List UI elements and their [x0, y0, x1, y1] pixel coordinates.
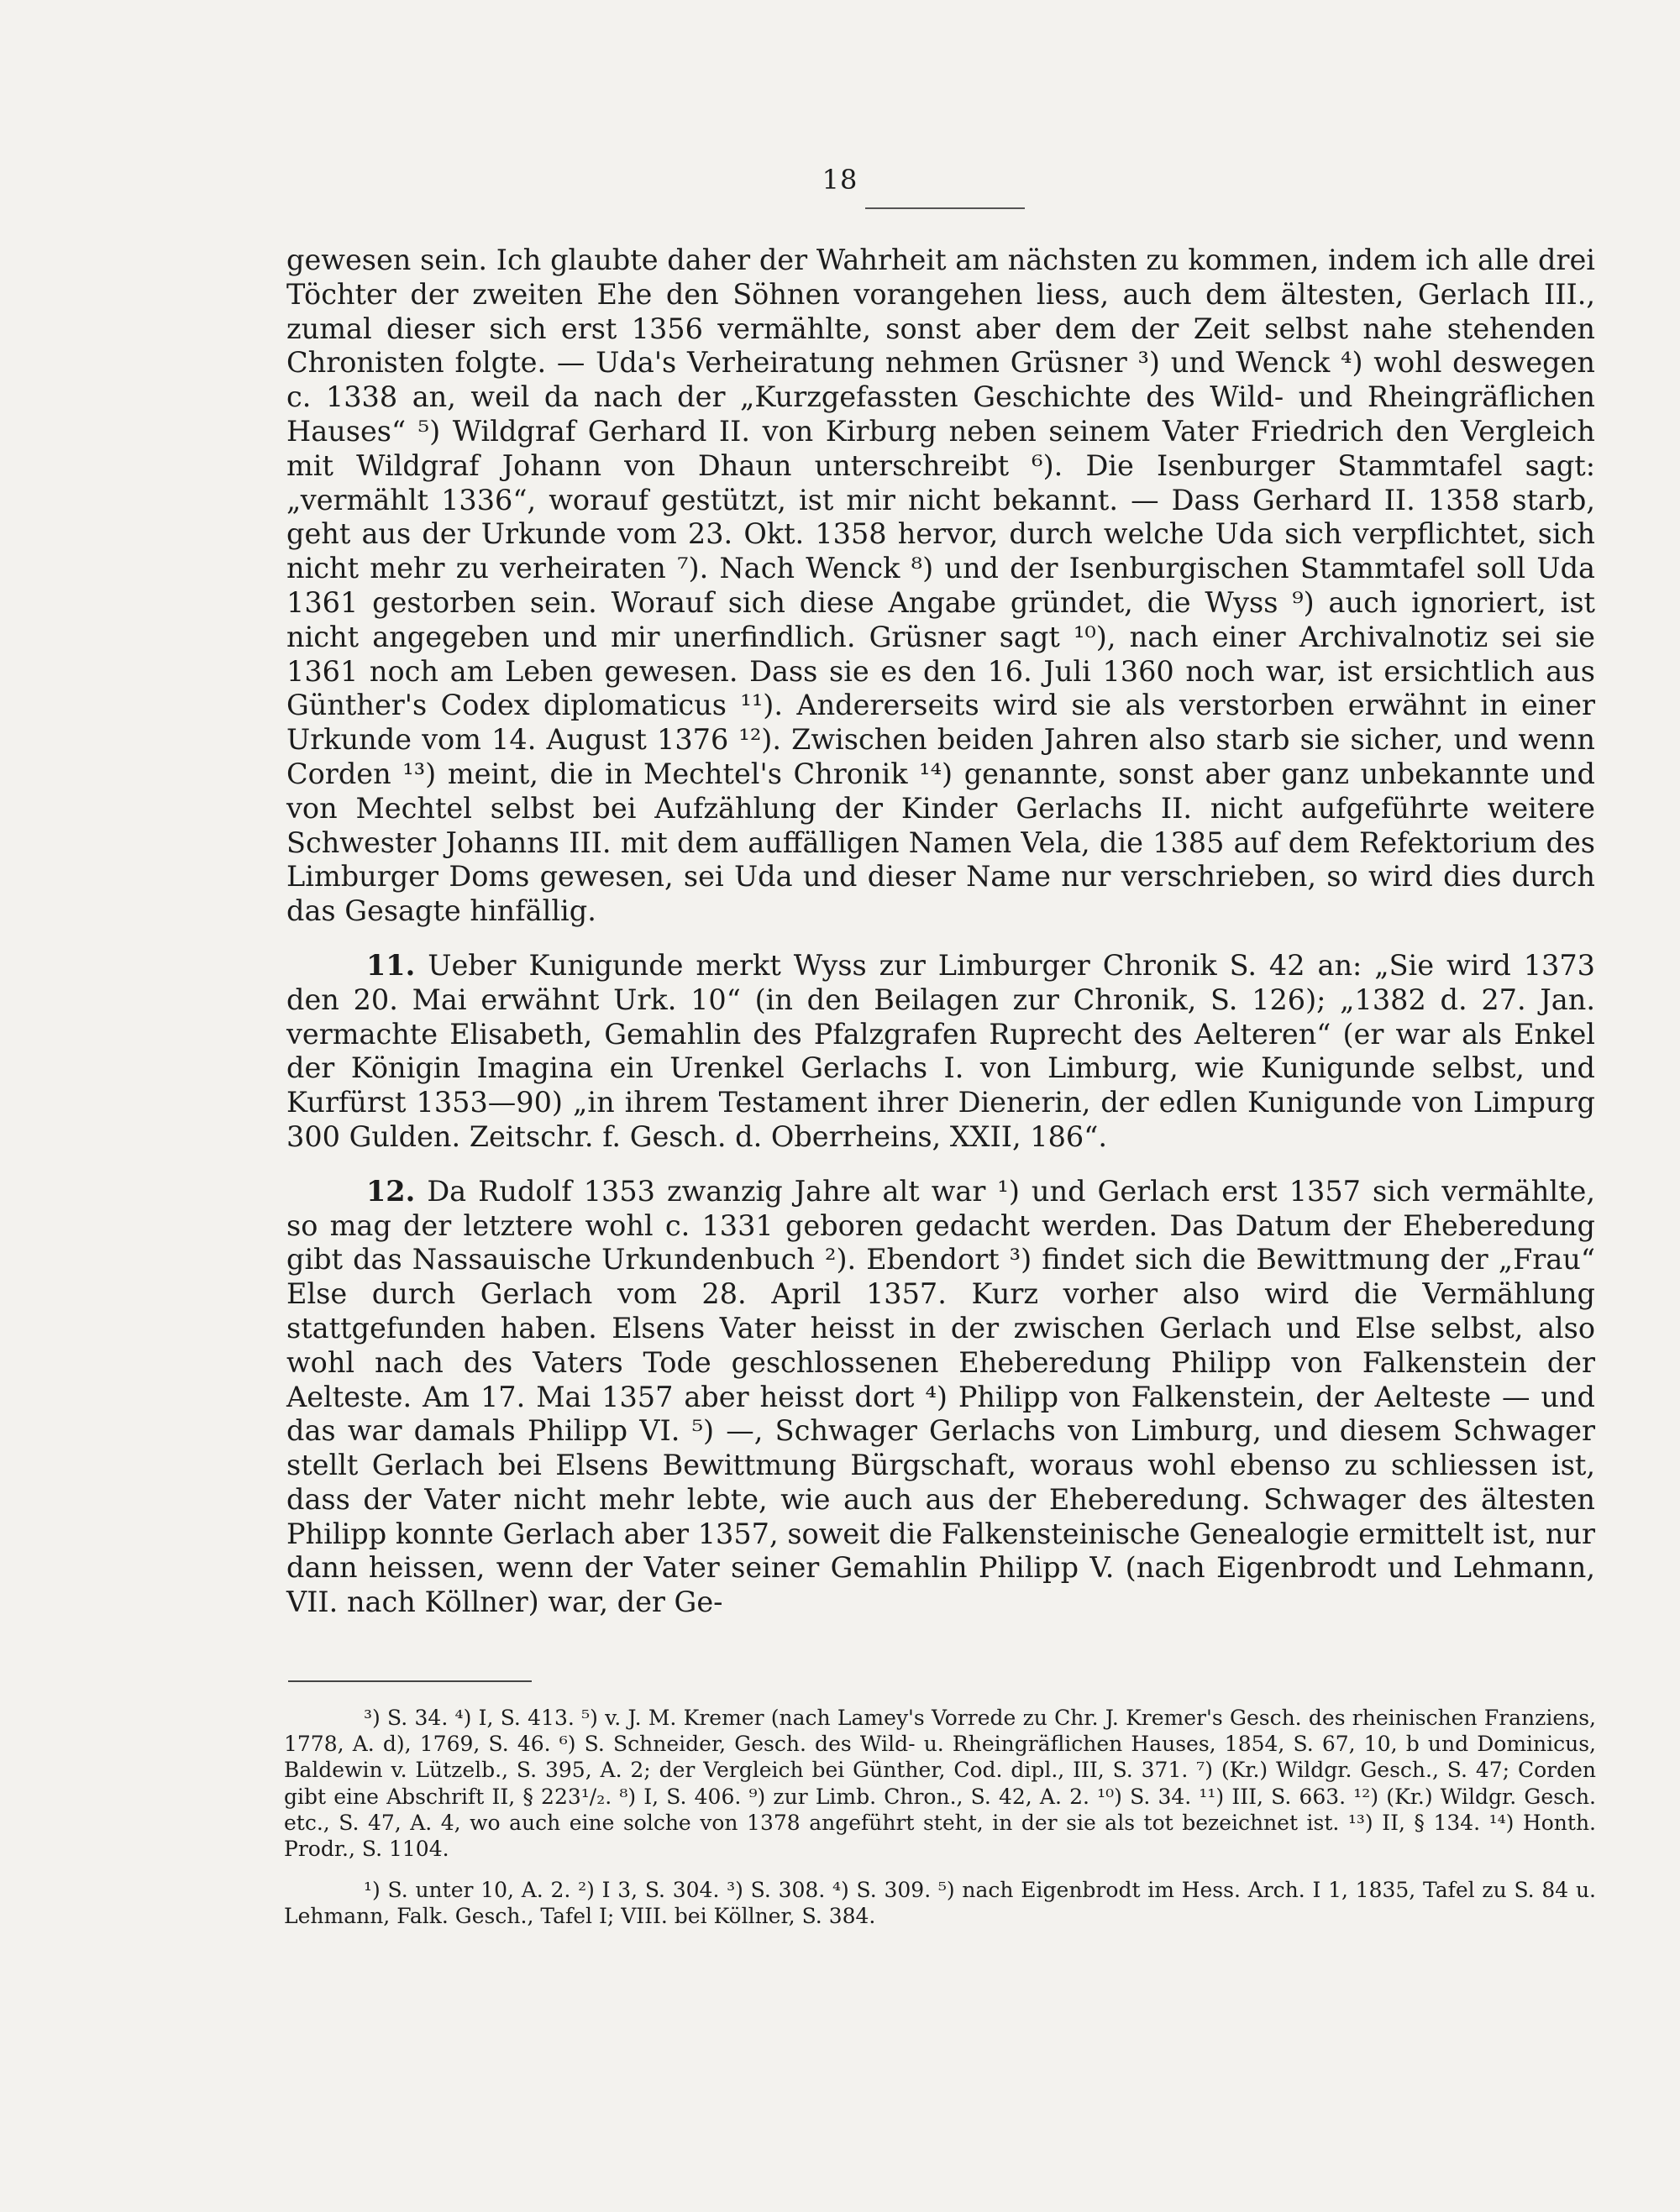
paragraph-12 [286, 1175, 1595, 1620]
footnote-rule [288, 1680, 532, 1682]
main-text [286, 244, 1595, 1620]
paragraph-number: 12. [366, 1174, 416, 1208]
paragraph-11 [286, 949, 1595, 1155]
footnote-block-2: ¹) S. unter 10, A. 2. ²) I 3, S. 304. ³) S. 308. ⁴) S. 309. ⁵) nach Eigenbrodt im Hess. Arch. I 1, 1835, Tafel zu S. 84 u. Lehmann, Falk. Gesch., Tafel I; VIII. bei Köllner, S. 384. [284, 1878, 1596, 1929]
footnotes [284, 1705, 1596, 1930]
paragraph-text: Da Rudolf 1353 zwanzig Jahre alt war ¹) und Gerlach erst 1357 sich vermählte, so mag der letztere wohl c. 1331 geboren gedacht werden. Das Datum der Eheberedung gibt das Nassauische Urkundenbuch ²). Ebendort ³) findet sich die Bewittmung der „Frau“ Else durch Gerlach vom 28. April 1357. Kurz vorher also wird die Vermählung stattgefunden haben. Elsens Vater heisst in der zwischen Gerlach und Else selbst, also wohl nach des Vaters Tode geschlossenen Eheberedung Philipp von Falkenstein der Aelteste. Am 17. Mai 1357 aber heisst dort ⁴) Philipp von Falkenstein, der Aelteste — und das war damals Philipp VI. ⁵) —, Schwager Gerlachs von Limburg, und diesem Schwager stellt Gerlach bei Elsens Bewittmung Bürgschaft, woraus wohl ebenso zu schliessen ist, dass der Vater nicht mehr lebte, wie auch aus der Eheberedung. Schwager des ältesten Philipp konnte Gerlach aber 1357, soweit die Falkensteinische Genealogie ermittelt ist, nur dann heissen, wenn der Vater seiner Gemahlin Philipp V. (nach Eigenbrodt und Lehmann, VII. nach Köllner) war, der Ge- [286, 1174, 1595, 1619]
paragraph-text: Ueber Kunigunde merkt Wyss zur Limburger Chronik S. 42 an: „Sie wird 1373 den 20. Mai erwähnt Urk. 10“ (in den Beilagen zur Chronik, S. 126); „1382 d. 27. Jan. vermachte Elisabeth, Gemahlin des Pfalzgrafen Ruprecht des Aelteren“ (er war als Enkel der Königin Imagina ein Urenkel Gerlachs I. von Limburg, wie Kunigunde selbst, und Kurfürst 1353—90) „in ihrem Testament ihrer Dienerin, der edlen Kunigunde von Limpurg 300 Gulden. Zeitschr. f. Gesch. d. Oberrheins, XXII, 186“. [286, 948, 1595, 1153]
header-rule [865, 207, 1025, 209]
paragraph-number: 11. [366, 948, 416, 982]
paragraph-continuation: gewesen sein. Ich glaubte daher der Wahrheit am nächsten zu kommen, indem ich alle drei Töchter der zweiten Ehe den Söhnen vorangehen liess, auch dem ältesten, Gerlach III., zumal dieser sich erst 1356 vermählte, sonst aber dem der Zeit selbst nahe stehenden Chronisten folgte. — Uda's Verheiratung nehmen Grüsner ³) und Wenck ⁴) wohl deswegen c. 1338 an, weil da nach der „Kurzgefassten Geschichte des Wild- und Rheingräflichen Hauses“ ⁵) Wildgraf Gerhard II. von Kirburg neben seinem Vater Friedrich den Vergleich mit Wildgraf Johann von Dhaun unterschreibt ⁶). Die Isenburger Stammtafel sagt: „vermählt 1336“, worauf gestützt, ist mir nicht bekannt. — Dass Gerhard II. 1358 starb, geht aus der Urkunde vom 23. Okt. 1358 hervor, durch welche Uda sich verpflichtet, sich nicht mehr zu verheiraten ⁷). Nach Wenck ⁸) und der Isenburgischen Stammtafel soll Uda 1361 gestorben sein. Worauf sich diese Angabe gründet, die Wyss ⁹) auch ignoriert, ist nicht angegeben und mir unerfindlich. Grüsner sagt ¹⁰), nach einer Archivalnotiz sei sie 1361 noch am Leben gewesen. Dass sie es den 16. Juli 1360 noch war, ist ersichtlich aus Günther's Codex diplomaticus ¹¹). Andererseits wird sie als verstorben erwähnt in einer Urkunde vom 14. August 1376 ¹²). Zwischen beiden Jahren also starb sie sicher, und wenn Corden ¹³) meint, die in Mechtel's Chronik ¹⁴) genannte, sonst aber ganz unbekannte und von Mechtel selbst bei Aufzählung der Kinder Gerlachs II. nicht aufgeführte weitere Schwester Johanns III. mit dem auffälligen Namen Vela, die 1385 auf dem Refektorium des Limburger Doms gewesen, sei Uda und dieser Name nur verschrieben, so wird dies durch das Gesagte hinfällig. [286, 244, 1595, 928]
footnote-block-1: ³) S. 34. ⁴) I, S. 413. ⁵) v. J. M. Kremer (nach Lamey's Vorrede zu Chr. J. Kremer's Gesch. des rheinischen Franziens, 1778, A. d), 1769, S. 46. ⁶) S. Schneider, Gesch. des Wild- u. Rheingräflichen Hauses, 1854, S. 67, 10, b und Dominicus, Baldewin v. Lützelb., S. 395, A. 2; der Vergleich bei Günther, Cod. dipl., III, S. 371. ⁷) (Kr.) Wildgr. Gesch., S. 47; Corden gibt eine Abschrift II, § 223¹/₂. ⁸) I, S. 406. ⁹) zur Limb. Chron., S. 42, A. 2. ¹⁰) S. 34. ¹¹) III, S. 663. ¹²) (Kr.) Wildgr. Gesch. etc., S. 47, A. 4, wo auch eine solche von 1378 angeführt steht, in der sie als tot bezeichnet ist. ¹³) II, § 134. ¹⁴) Honth. Prodr., S. 1104. [284, 1706, 1596, 1862]
page-number: 18 [822, 164, 858, 196]
